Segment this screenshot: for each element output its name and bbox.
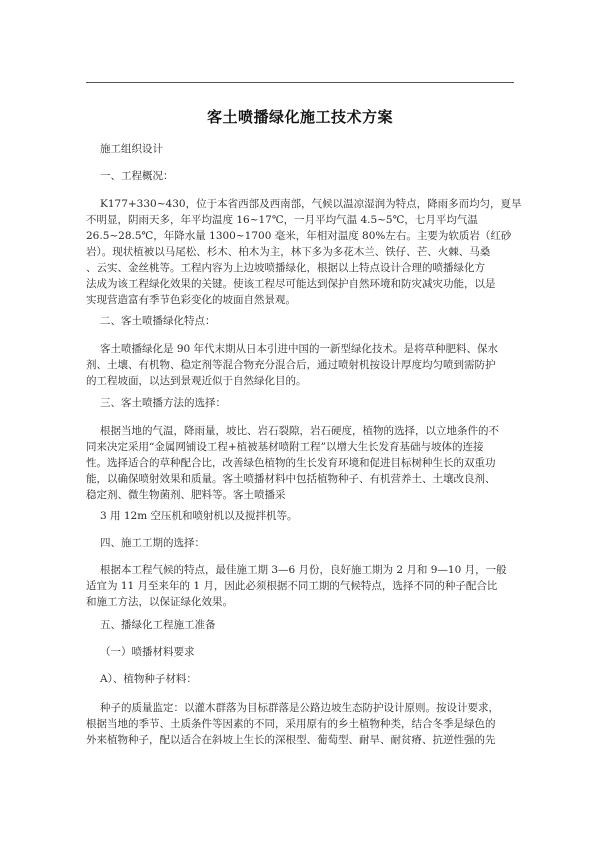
text-line: 种子的质量监定：以灌木群落为目标群落是公路边坡生态防护设计原则。按设计要求，: [100, 702, 499, 714]
heading-seed-materials: [86, 671, 528, 687]
text-line: 一、工程概况：: [100, 170, 174, 182]
text-line: A）、植物种子材料：: [100, 673, 197, 685]
text-line: 的工程坡面，以达到景观近似于自然绿化目的。: [86, 375, 307, 387]
text-line: 能，以确保喷射效果和质量。客土喷播材料中包括植物种子、有机营养土、土壤改良剂、: [86, 473, 496, 485]
text-line: （一）喷播材料要求: [100, 646, 195, 658]
text-line: K177+330~430，位于本省西部及西南部，气候以温凉湿润为特点，降雨多而均匀，夏旱: [100, 198, 522, 210]
header-rule: [86, 82, 514, 83]
paragraph-method-selection: [86, 423, 514, 503]
text-line: 同来决定采用“金属网铺设工程+植被基材喷附工程”以增大生长发育基础与坡体的连接: [86, 441, 484, 453]
text-line: 施工组织设计: [100, 143, 163, 155]
text-line: 外来植物种子，配以适合在斜坡上生长的深根型、葡萄型、耐旱、耐贫瘠、抗逆性强的先: [86, 734, 496, 746]
section-label-org-design: [86, 141, 528, 157]
text-line: 实现营造富有季节色彩变化的坡面自然景观。: [86, 294, 296, 306]
document-title: 客土喷播绿化施工技术方案: [206, 108, 393, 126]
heading-project-overview: [86, 168, 528, 184]
text-line: 根据当地的季节、土质条件等因素的不同，采用原有的乡土植物种类，结合冬季是绿色的: [86, 718, 496, 730]
text-line: 根据本工程气候的特点，最佳施工期 3—6 月份，良好施工期为 2 月和 9—10 月，一般: [100, 564, 507, 576]
paragraph-features: [86, 341, 514, 389]
text-line: 适宜为 11 月至来年的 1 月，因此必须根据不同工期的气候特点，选择不同的种子配合比: [86, 580, 498, 592]
heading-method-selection: [86, 395, 528, 411]
text-line: 26.5~28.5℃，年降水量 1300~1700 毫米，年相对温度 80%左右。主要为软质岩（红砂: [86, 230, 512, 242]
heading-construction-period: [86, 535, 528, 551]
text-line: 根据当地的气温，降雨量，坡比、岩石裂隙，岩石硬度，植物的选择，以立地条件的不: [100, 425, 499, 437]
text-line: 不明显，阴雨天多，年平均温度 16~17℃，一月平均气温 4.5~5℃，七月平均气温: [86, 214, 478, 226]
text-line: 四、施工工期的选择：: [100, 537, 205, 549]
text-line: 法成为该工程绿化效果的关键。使该工程尽可能达到保护自然环境和防灾减灾功能，以是: [86, 278, 496, 290]
paragraph-equipment: [86, 508, 528, 524]
text-line: 稳定剂、微生物菌剂、肥料等。客土喷播采: [86, 489, 286, 501]
paragraph-project-overview: [86, 196, 522, 308]
text-line: 性。选择适合的草种配合比，改善绿色植物的生长发育环境和促进目标树种生长的双重功: [86, 457, 496, 469]
text-line: 剂、土壤、有机物、稳定剂等混合物充分混合后，通过喷射机按设计厚度均匀喷到需防护: [86, 359, 496, 371]
paragraph-seed-quality: [86, 700, 514, 748]
text-line: 客土喷播绿化是 90 年代末期从日本引进中国的一新型绿化技术。是将草种肥料、保水: [100, 343, 499, 355]
text-line: 五、播绿化工程施工准备: [100, 619, 216, 631]
text-line: 、云实、金丝桃等。工程内容为上边坡喷播绿化，根据以上特点设计合理的喷播绿化方: [86, 262, 485, 274]
text-line: 3 用 12m 空压机和喷射机以及搅拌机等。: [100, 510, 298, 522]
text-line: 和施工方法，以保证绿化效果。: [86, 596, 233, 608]
text-line: 三、客土喷播方法的选择：: [100, 397, 226, 409]
heading-features: [86, 313, 528, 329]
heading-preparation: [86, 617, 528, 633]
text-line: 岩）。现状植被以马尾松、杉木、柏木为主，林下多为多花木兰、铁仔、芒、火棘、马桑: [86, 246, 491, 258]
text-line: 二、客土喷播绿化特点：: [100, 315, 216, 327]
paragraph-construction-period: [86, 562, 514, 610]
heading-material-requirements: [86, 644, 528, 660]
